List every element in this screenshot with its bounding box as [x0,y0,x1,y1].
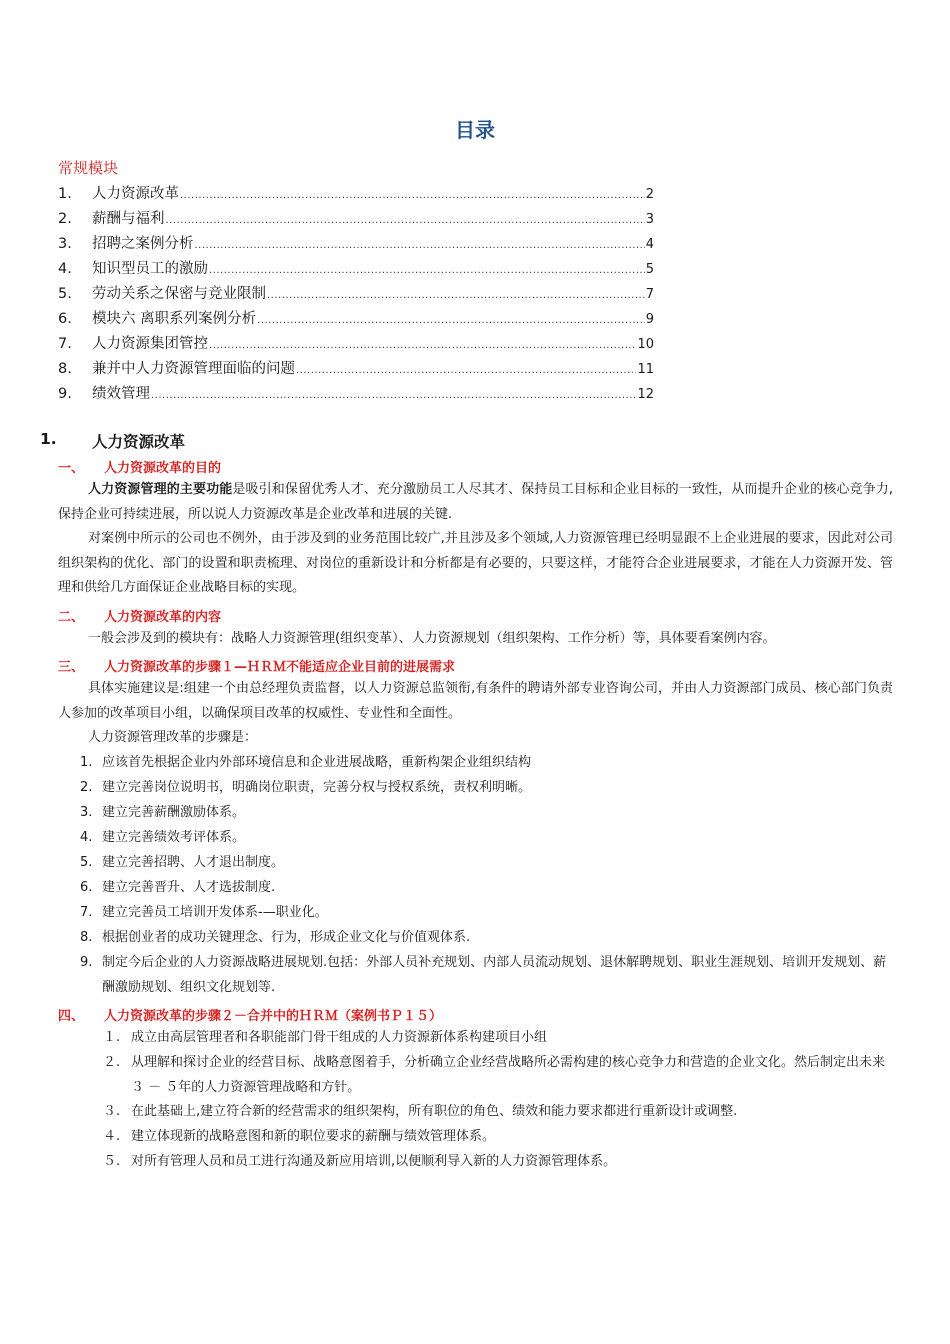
toc-entry-page: 2 [645,187,654,202]
toc-entry[interactable] [58,257,654,279]
list-item-number: 2. [80,780,93,795]
toc-leader-dots [209,340,636,351]
paragraph: 对案例中所示的公司也不例外，由于涉及到的业务范围比较广,并且涉及多个领域,人力资源管理已经明显跟不上企业进展的要求，因此对公司组织架构的优化、部门的设置和职责梳理、对岗位的重新设计和分析都是有必要的，只要这样，才能符合企业进展要求，才能在人力资源开发、管理和供给几方面保证企业战略目标的实现。 [58,531,893,595]
toc-entry-label: 人力资源改革 [92,186,179,202]
toc-leader-dots [166,215,645,226]
page-title: 目录 [455,118,495,142]
toc-entry-page: 7 [645,287,654,302]
subsection-heading [58,1005,442,1024]
list-item-text: 在此基础上,建立符合新的经营需求的组织架构，所有职位的角色、绩效和能力要求都进行重新设计或调整. [131,1104,738,1119]
section-title: 人力资源改革 [92,433,186,451]
toc-entry-page: 11 [637,362,654,377]
section-number: 1. [40,430,57,448]
toc-entry[interactable] [58,332,654,354]
toc-leader-dots [209,265,645,276]
toc-entry-number: 1. [58,186,72,202]
toc-leader-dots [267,290,645,301]
toc-entry-label: 知识型员工的激励 [92,261,208,277]
list-item-text: 建立体现新的战略意图和新的职位要求的薪酬与绩效管理体系。 [131,1129,496,1144]
toc-entry-number: 2. [58,211,72,227]
toc-leader-dots [257,315,645,326]
list-item [80,876,892,901]
list-item-text: 建立完善岗位说明书，明确岗位职责，完善分权与授权系统，责权利明晰。 [102,780,532,795]
list-item-number: 4. [80,830,93,845]
toc-entry[interactable] [58,382,654,404]
list-item-number: 7. [80,905,93,920]
list-item [80,801,892,826]
toc-entry-number: 8. [58,361,72,377]
toc-entry[interactable] [58,232,654,254]
toc-entry[interactable] [58,357,654,379]
toc-entry[interactable] [58,207,654,229]
toc-entry-label: 兼并中人力资源管理面临的问题 [92,361,295,377]
toc-entry-label: 模块六 离职系列案例分析 [92,311,257,327]
subsection-number: 一、 [58,461,85,476]
toc-entry-page: 3 [645,212,654,227]
toc-entry-label: 薪酬与福利 [92,211,165,227]
list-item [103,1150,893,1175]
toc-entry-page: 9 [645,312,654,327]
toc-entry[interactable] [58,307,654,329]
list-item [103,1125,893,1150]
toc-entry[interactable] [58,282,654,304]
toc-entry-number: 7. [58,336,72,352]
subsection-title: 人力资源改革的步骤１—ＨＲＭ不能适应企业目前的进展需求 [104,660,456,675]
list-item [103,1100,893,1125]
list-item [80,926,892,951]
toc-entry-label: 劳动关系之保密与竞业限制 [92,286,266,302]
list-item-number: 5. [80,855,93,870]
toc-leader-dots [180,190,645,201]
list-item-number: ５. [103,1154,121,1169]
paragraph: 人力资源管理改革的步骤是： [88,730,258,745]
list-item [80,826,892,851]
list-item [103,1051,893,1100]
subsection-number: 二、 [58,610,85,625]
list-item-number: 1. [80,755,93,770]
toc-entry-number: 9. [58,386,72,402]
toc-entry-number: 6. [58,311,72,327]
toc-entry-page: 10 [637,337,654,352]
toc-entry-label: 人力资源集团管控 [92,336,208,352]
subsection-number: 三、 [58,660,85,675]
toc-entry-label: 招聘之案例分析 [92,236,194,252]
list-item-text: 应该首先根据企业内外部环境信息和企业进展战略，重新构架企业组织结构 [102,755,532,770]
bold-term: 人力资源管理的主要功能 [88,482,233,497]
toc-heading: 常规模块 [58,159,119,177]
toc-entry-number: 5. [58,286,72,302]
list-item-text: 从理解和探讨企业的经营目标、战略意图着手，分析确立企业经营战略所必需构建的核心竞争力和营造的企业文化。然后制定出未来３ － ５年的人力资源管理战略和方针。 [131,1055,886,1095]
list-item [80,851,892,876]
paragraph-text: 是吸引和保留优秀人才、充分激励员工人尽其才、保持员工目标和企业目标的一致性，从而提升企业的核心竞争力,保持企业可持续进展，所以说人力资源改革是企业改革和进展的关键. [58,482,893,522]
subsection-heading [58,606,221,625]
list-item-text: 对所有管理人员和员工进行沟通及新应用培训,以便顺利导入新的人力资源管理体系。 [131,1154,617,1169]
toc-entry-page: 4 [645,237,654,252]
list-item [80,776,892,801]
list-item-text: 建立完善晋升、人才选拔制度. [102,880,276,895]
list-item-number: １. [103,1030,121,1045]
list-item-number: 9. [80,955,93,970]
subsection-title: 人力资源改革的内容 [104,610,222,625]
toc-entry-page: 12 [637,387,654,402]
list-item-text: 建立完善员工培训开发体系-—职业化。 [102,905,328,920]
toc-entry-page: 5 [645,262,654,277]
list-item-number: 3. [80,805,93,820]
toc-entry-number: 3. [58,236,72,252]
subsection-heading [58,656,455,675]
list-item-text: 成立由高层管理者和各职能部门骨干组成的人力资源新体系构建项目小组 [131,1030,548,1045]
list-item-number: 8. [80,930,93,945]
subsection-number: 四、 [58,1009,85,1024]
subsection-title: 人力资源改革的目的 [104,461,222,476]
list-item-number: 6. [80,880,93,895]
section-heading [40,430,185,452]
paragraph [58,478,893,527]
list-item [80,751,892,776]
toc-entry-label: 绩效管理 [92,386,150,402]
list-item-text: 制定今后企业的人力资源战略进展规划.包括：外部人员补充规划、内部人员流动规划、退休解聘规划、职业生涯规划、培训开发规划、薪酬激励规划、组织文化规划等. [102,955,887,995]
list-item-number: ３. [103,1104,121,1119]
subsection-heading [58,457,221,476]
paragraph: 一般会涉及到的模块有：战略人力资源管理(组织变革）、人力资源规划（组织架构、工作分析）等，具体要看案例内容。 [88,631,776,646]
list-item [80,901,892,926]
list-item-number: ２. [103,1055,121,1070]
toc-leader-dots [195,240,645,251]
toc-leader-dots [296,365,636,376]
list-item-number: ４. [103,1129,121,1144]
list-item-text: 建立完善薪酬激励体系。 [102,805,246,820]
list-item [103,1026,893,1051]
list-item-text: 根据创业者的成功关键理念、行为，形成企业文化与价值观体系. [102,930,471,945]
list-item [80,951,892,1000]
toc-entry[interactable] [58,182,654,204]
list-item-text: 建立完善招聘、人才退出制度。 [102,855,285,870]
toc-leader-dots [151,390,636,401]
subsection-title: 人力资源改革的步骤２－合并中的ＨＲＭ（案例书Ｐ１５） [104,1009,443,1024]
list-item-text: 建立完善绩效考评体系。 [102,830,246,845]
toc-entry-number: 4. [58,261,72,277]
paragraph: 具体实施建议是:组建一个由总经理负责监督，以人力资源总监领衔,有条件的聘请外部专业咨询公司，并由人力资源部门成员、核心部门负责人参加的改革项目小组，以确保项目改革的权威性、专业性和全面性。 [58,681,893,721]
